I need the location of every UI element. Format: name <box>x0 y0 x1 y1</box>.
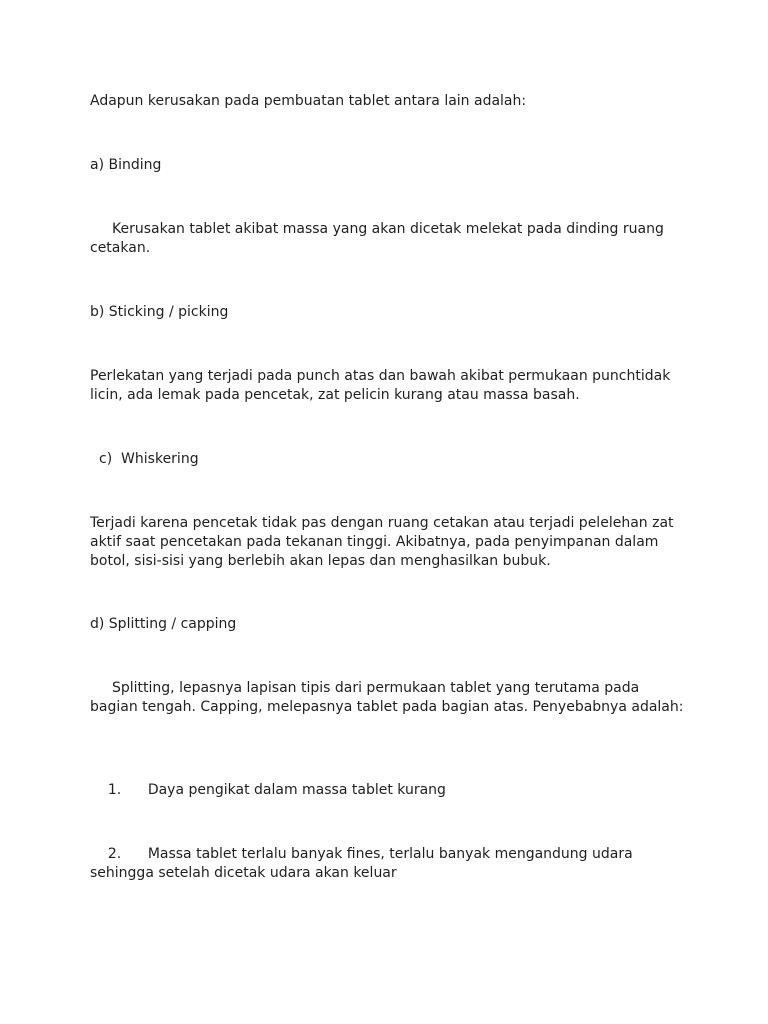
section-body-sticking: Perlekatan yang terjadi pada punch atas dan bawah akibat permukaan punchtidak licin, ada lemak pada pencetak, zat pelicin kurang atau massa basah. <box>90 368 675 403</box>
list-text: Massa tablet terlalu banyak fines, terlalu banyak mengandung udara sehingga setelah dicetak udara akan keluar <box>90 846 638 881</box>
section-body-whiskering: Terjadi karena pencetak tidak pas dengan ruang cetakan atau terjadi pelelehan zat aktif saat pencetakan pada tekanan tinggi. Akibatnya, pada penyimpanan dalam botol, sisi-sisi yang berlebih akan lepas dan menghasilkan bubuk. <box>90 515 678 569</box>
list-text: Daya pengikat dalam massa tablet kurang <box>147 782 446 798</box>
section-body-binding: Kerusakan tablet akibat massa yang akan dicetak melekat pada dinding ruang cetakan. <box>90 221 669 256</box>
section-heading-sticking: b) Sticking / picking <box>90 304 229 320</box>
intro-paragraph: Adapun kerusakan pada pembuatan tablet antara lain adalah: <box>90 93 527 109</box>
section-heading-splitting: d) Splitting / capping <box>90 616 237 632</box>
section-body-splitting: Splitting, lepasnya lapisan tipis dari permukaan tablet yang terutama pada bagian tengah. Capping, melepasnya tablet pada bagian atas. Penyebabnya adalah: <box>90 680 684 715</box>
list-item <box>90 826 690 902</box>
list-item <box>90 762 690 819</box>
section-heading-binding: a) Binding <box>90 157 162 173</box>
section-heading-whiskering: c) Whiskering <box>99 451 199 467</box>
list-number: 1. <box>107 782 122 798</box>
list-number: 2. <box>107 846 122 862</box>
